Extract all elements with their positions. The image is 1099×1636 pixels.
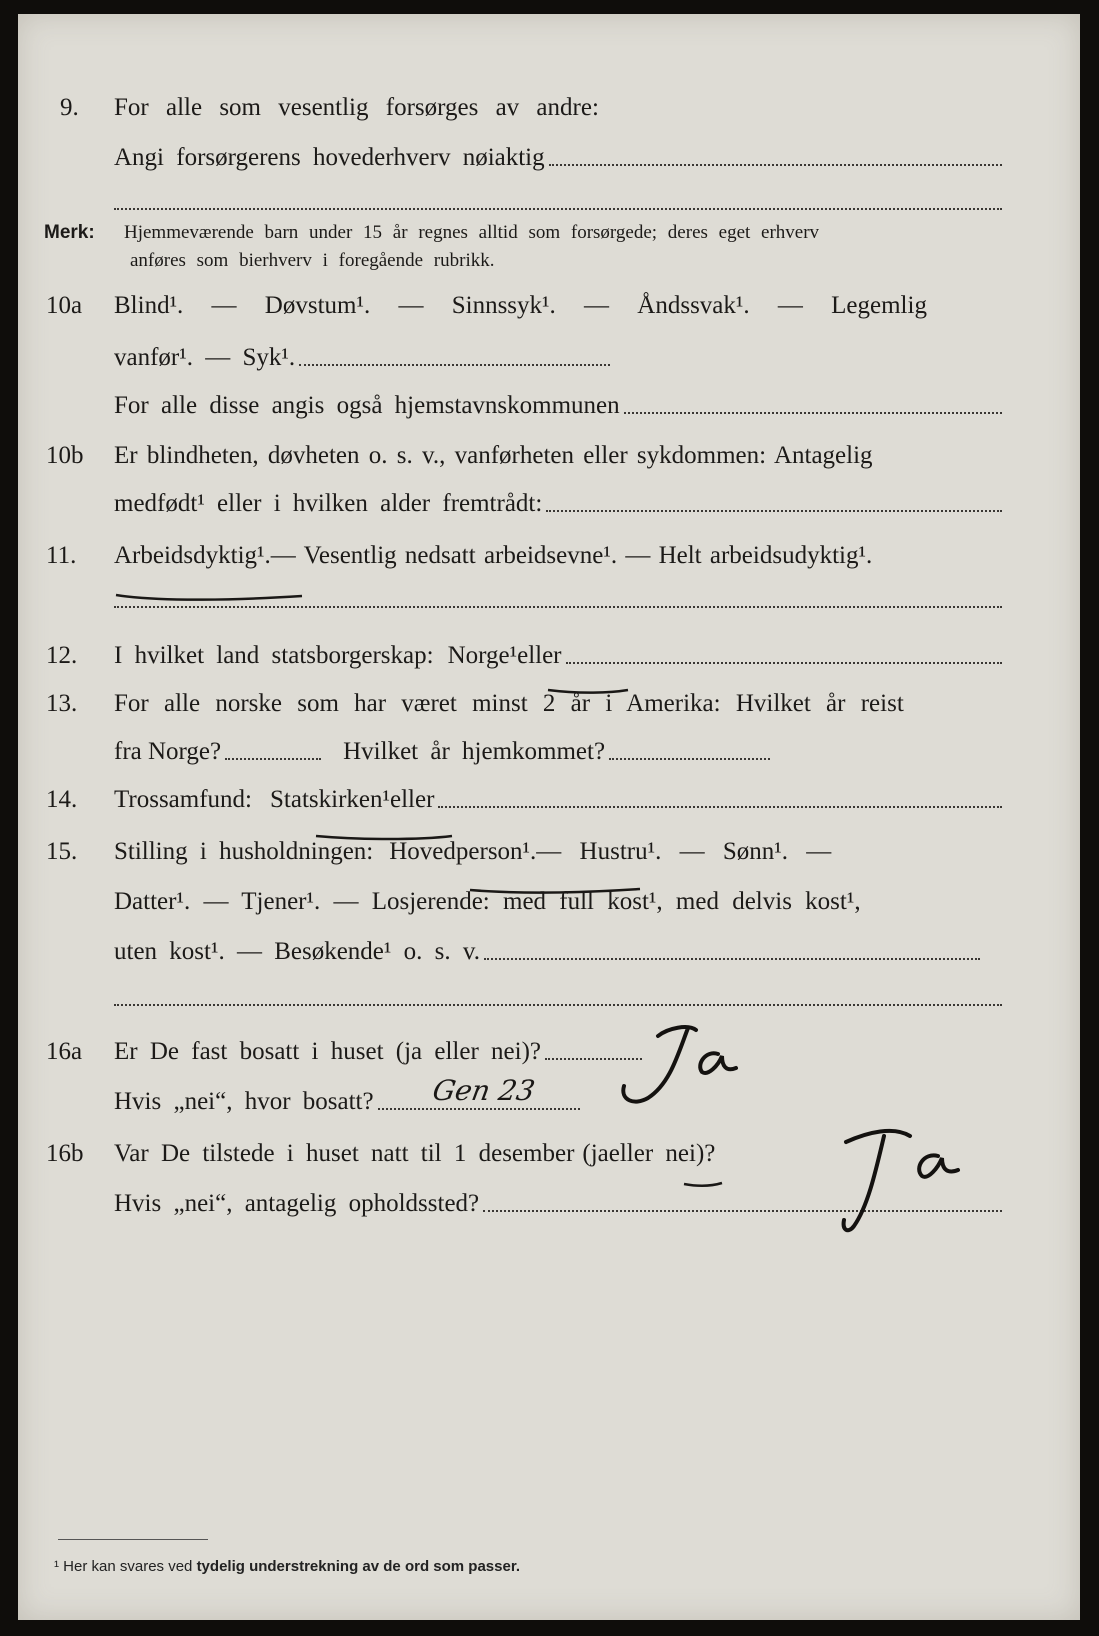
q16b-text1-end: eller nei)? — [608, 1140, 716, 1167]
q12-text: I hvilket land statsborgerskap: — [114, 642, 434, 669]
merk-text2: anføres som bierhverv i foregående rubrikk. — [130, 250, 495, 271]
q16a-address-answer-line[interactable] — [378, 1107, 580, 1110]
q9-answer-line2[interactable] — [114, 208, 1002, 210]
q16b-option-ja[interactable]: (ja — [582, 1140, 609, 1167]
q10b-text1: Er blindheten, døvheten o. s. v., vanførheten eller sykdommen: Antagelig — [114, 442, 873, 469]
q10a-answer-line[interactable] — [299, 363, 610, 366]
q15-text: Stilling i husholdningen: — [114, 838, 374, 865]
q10b-number: 10b — [46, 442, 84, 469]
q16b-number: 16b — [46, 1140, 84, 1167]
q15-answer-line[interactable] — [484, 957, 980, 960]
q15-options-rest1: — Hustru¹. — Sønn¹. — — [536, 838, 832, 865]
q9-text2: Angi forsørgerens hovederhverv nøiaktig — [114, 144, 545, 171]
merk-label: Merk: — [44, 222, 95, 243]
q16b-text1: Var De tilstede i huset natt til 1 desember — [114, 1140, 575, 1167]
q13-text-hjemkommet: Hvilket år hjemkommet? — [343, 738, 606, 765]
q9-number: 9. — [60, 94, 79, 121]
q14-answer-line[interactable] — [438, 805, 1002, 808]
q13-text1: For alle norske som har været minst 2 år i Amerika: Hvilket år reist — [114, 690, 904, 717]
q16b-text2: Hvis „nei“, antagelig opholdssted? — [114, 1190, 480, 1217]
q12-number: 12. — [46, 642, 78, 669]
q10a-text3: For alle disse angis også hjemstavnskommunen — [114, 392, 620, 419]
q10a-text1: Blind¹. — Døvstum¹. — Sinnssyk¹. — Åndssvak¹. — Legemlig — [114, 292, 927, 319]
q16a-number: 16a — [46, 1038, 83, 1065]
q16a-text1: Er De fast bosatt i huset (ja eller nei)? — [114, 1038, 542, 1065]
q13-number: 13. — [46, 690, 78, 717]
q12-option-norge[interactable]: Norge¹ — [447, 642, 518, 669]
q10b-text2: medfødt¹ eller i hvilken alder fremtrådt: — [114, 490, 543, 517]
q16a-answer-line[interactable] — [545, 1057, 642, 1060]
footnote-rule — [58, 1539, 208, 1540]
q13-year-returned-answer[interactable] — [609, 757, 770, 760]
q12-answer-line[interactable] — [566, 661, 1002, 664]
footnote-mark: ¹ — [54, 1558, 59, 1575]
q15-number: 15. — [46, 838, 78, 865]
q10a-home-answer-line[interactable] — [624, 411, 1002, 414]
q16a-text2: Hvis „nei“, hvor bosatt? — [114, 1088, 374, 1115]
q10a-number: 10a — [46, 292, 83, 319]
footnote-text-bold: tydelig understrekning av de ord som passer. — [196, 1558, 520, 1575]
q15-answer-line2[interactable] — [114, 1004, 1002, 1006]
q14-number: 14. — [46, 786, 78, 813]
q13-text-reist: fra Norge? — [114, 738, 222, 765]
q11-answer-line[interactable] — [114, 606, 1002, 608]
q15-text3: uten kost¹. — Besøkende¹ o. s. v. — [114, 938, 481, 965]
q14-option-statskirken[interactable]: Statskirken¹ — [270, 786, 390, 813]
footnote — [54, 1558, 520, 1575]
census-form-page — [18, 14, 1080, 1620]
q14-text: Trossamfund: — [114, 786, 252, 813]
q16b-answer-line[interactable] — [483, 1209, 1002, 1212]
q16b-handwritten-ja — [798, 1114, 998, 1244]
q13-year-left-answer[interactable] — [225, 757, 321, 760]
q11-option-arbeidsdyktig[interactable]: Arbeidsdyktig¹. — [114, 542, 271, 569]
merk-text1: Hjemmeværende barn under 15 år regnes alltid som forsørgede; deres eget erhverv — [124, 222, 820, 243]
q15-text2: Datter¹. — Tjener¹. — Losjerende: med full kost¹, med delvis kost¹, — [114, 888, 861, 915]
q11-options-rest: — Vesentlig nedsatt arbeidsevne¹. — Helt arbeidsudyktig¹. — [270, 542, 873, 569]
q12-text-eller: eller — [517, 642, 562, 669]
q16a-handwritten-address: Gen 23 — [430, 1074, 538, 1107]
q11-number: 11. — [46, 542, 77, 569]
q9-answer-line[interactable] — [549, 163, 1002, 166]
q15-option-hovedperson[interactable]: Hovedperson¹. — [389, 838, 537, 865]
footnote-text: Her kan svares ved — [59, 1558, 197, 1575]
q9-text1: For alle som vesentlig forsørges av andre: — [114, 94, 599, 121]
q10b-answer-line[interactable] — [546, 509, 1002, 512]
q14-text-eller: eller — [389, 786, 435, 813]
q10a-text2: vanfør¹. — Syk¹. — [114, 344, 296, 371]
